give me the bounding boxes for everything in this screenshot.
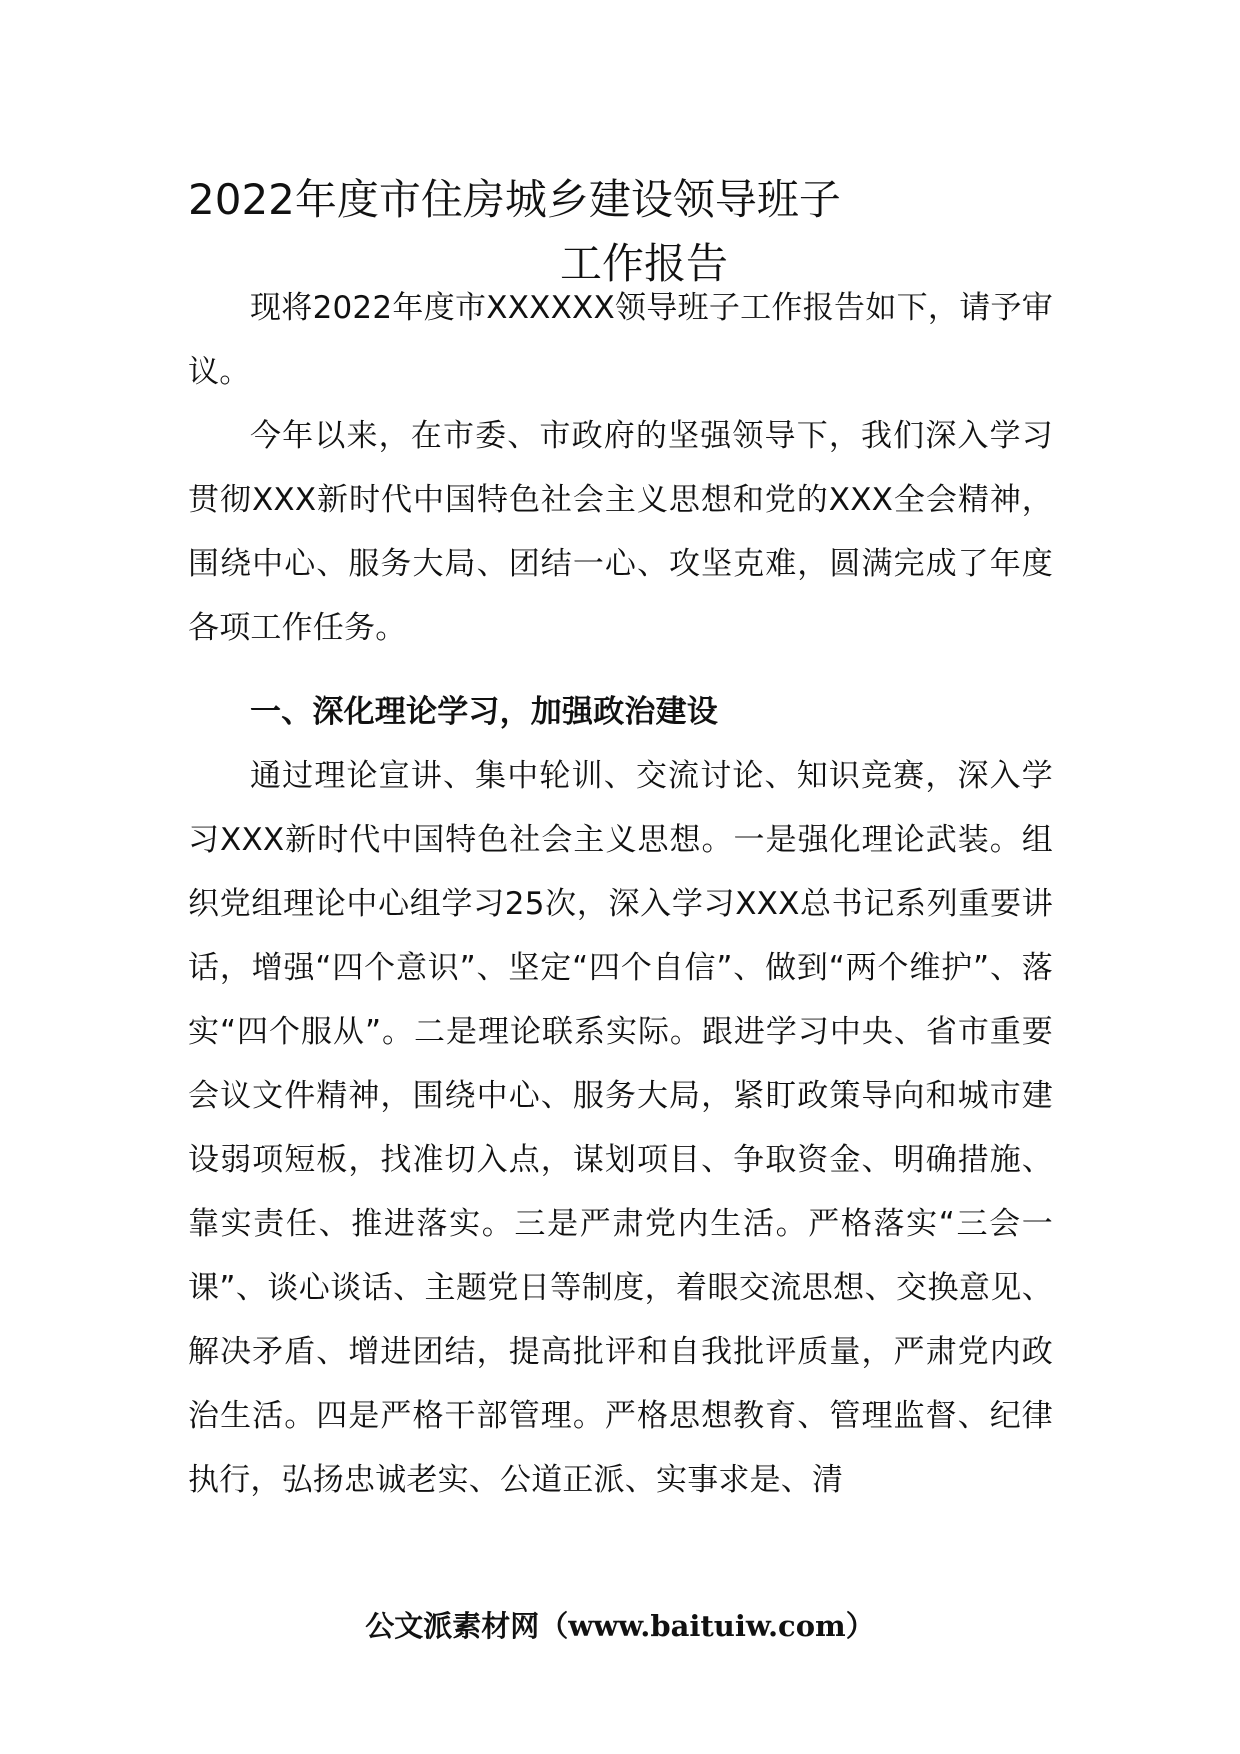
paragraph-section-1 bbox=[188, 744, 1053, 1512]
document-title-line-2: 工作报告 bbox=[560, 239, 729, 288]
paragraph-intro bbox=[188, 276, 1053, 404]
paragraph-text: 现将2022年度市XXXXXX领导班子工作报告如下，请予审议。 bbox=[188, 290, 1053, 390]
document-title-line-1: 2022年度市住房城乡建设领导班子 bbox=[188, 175, 841, 224]
paragraph-text: 今年以来，在市委、市政府的坚强领导下，我们深入学习贯彻XXX新时代中国特色社会主义思想和党的XXX全会精神，围绕中心、服务大局、团结一心、攻坚克难，圆满完成了年度各项工作任务。 bbox=[188, 418, 1053, 646]
section-heading: 一、深化理论学习，加强政治建设 bbox=[250, 694, 718, 730]
paragraph-text: 通过理论宣讲、集中轮训、交流讨论、知识竞赛，深入学习XXX新时代中国特色社会主义思想。一是强化理论武装。组织党组理论中心组学习25次，深入学习XXX总书记系列重要讲话，增强“四个意识”、坚定“四个自信”、做到“两个维护”、落实“四个服从”。二是理论联系实际。跟进学习中央、省市重要会议文件精神，围绕中心、服务大局，紧盯政策导向和城市建设弱项短板，找准切入点，谋划项目、争取资金、明确措施、靠实责任、推进落实。三是严肃党内生活。严格落实“三会一课”、谈心谈话、主题党日等制度，着眼交流思想、交换意见、解决矛盾、增进团结，提高批评和自我批评质量，严肃党内政治生活。四是严格干部管理。严格思想教育、管理监督、纪律执行，弘扬忠诚老实、公道正派、实事求是、清 bbox=[188, 758, 1053, 1498]
footer-watermark: 公文派素材网（www.baituiw.com） bbox=[365, 1609, 875, 1643]
paragraph-summary bbox=[188, 404, 1053, 660]
